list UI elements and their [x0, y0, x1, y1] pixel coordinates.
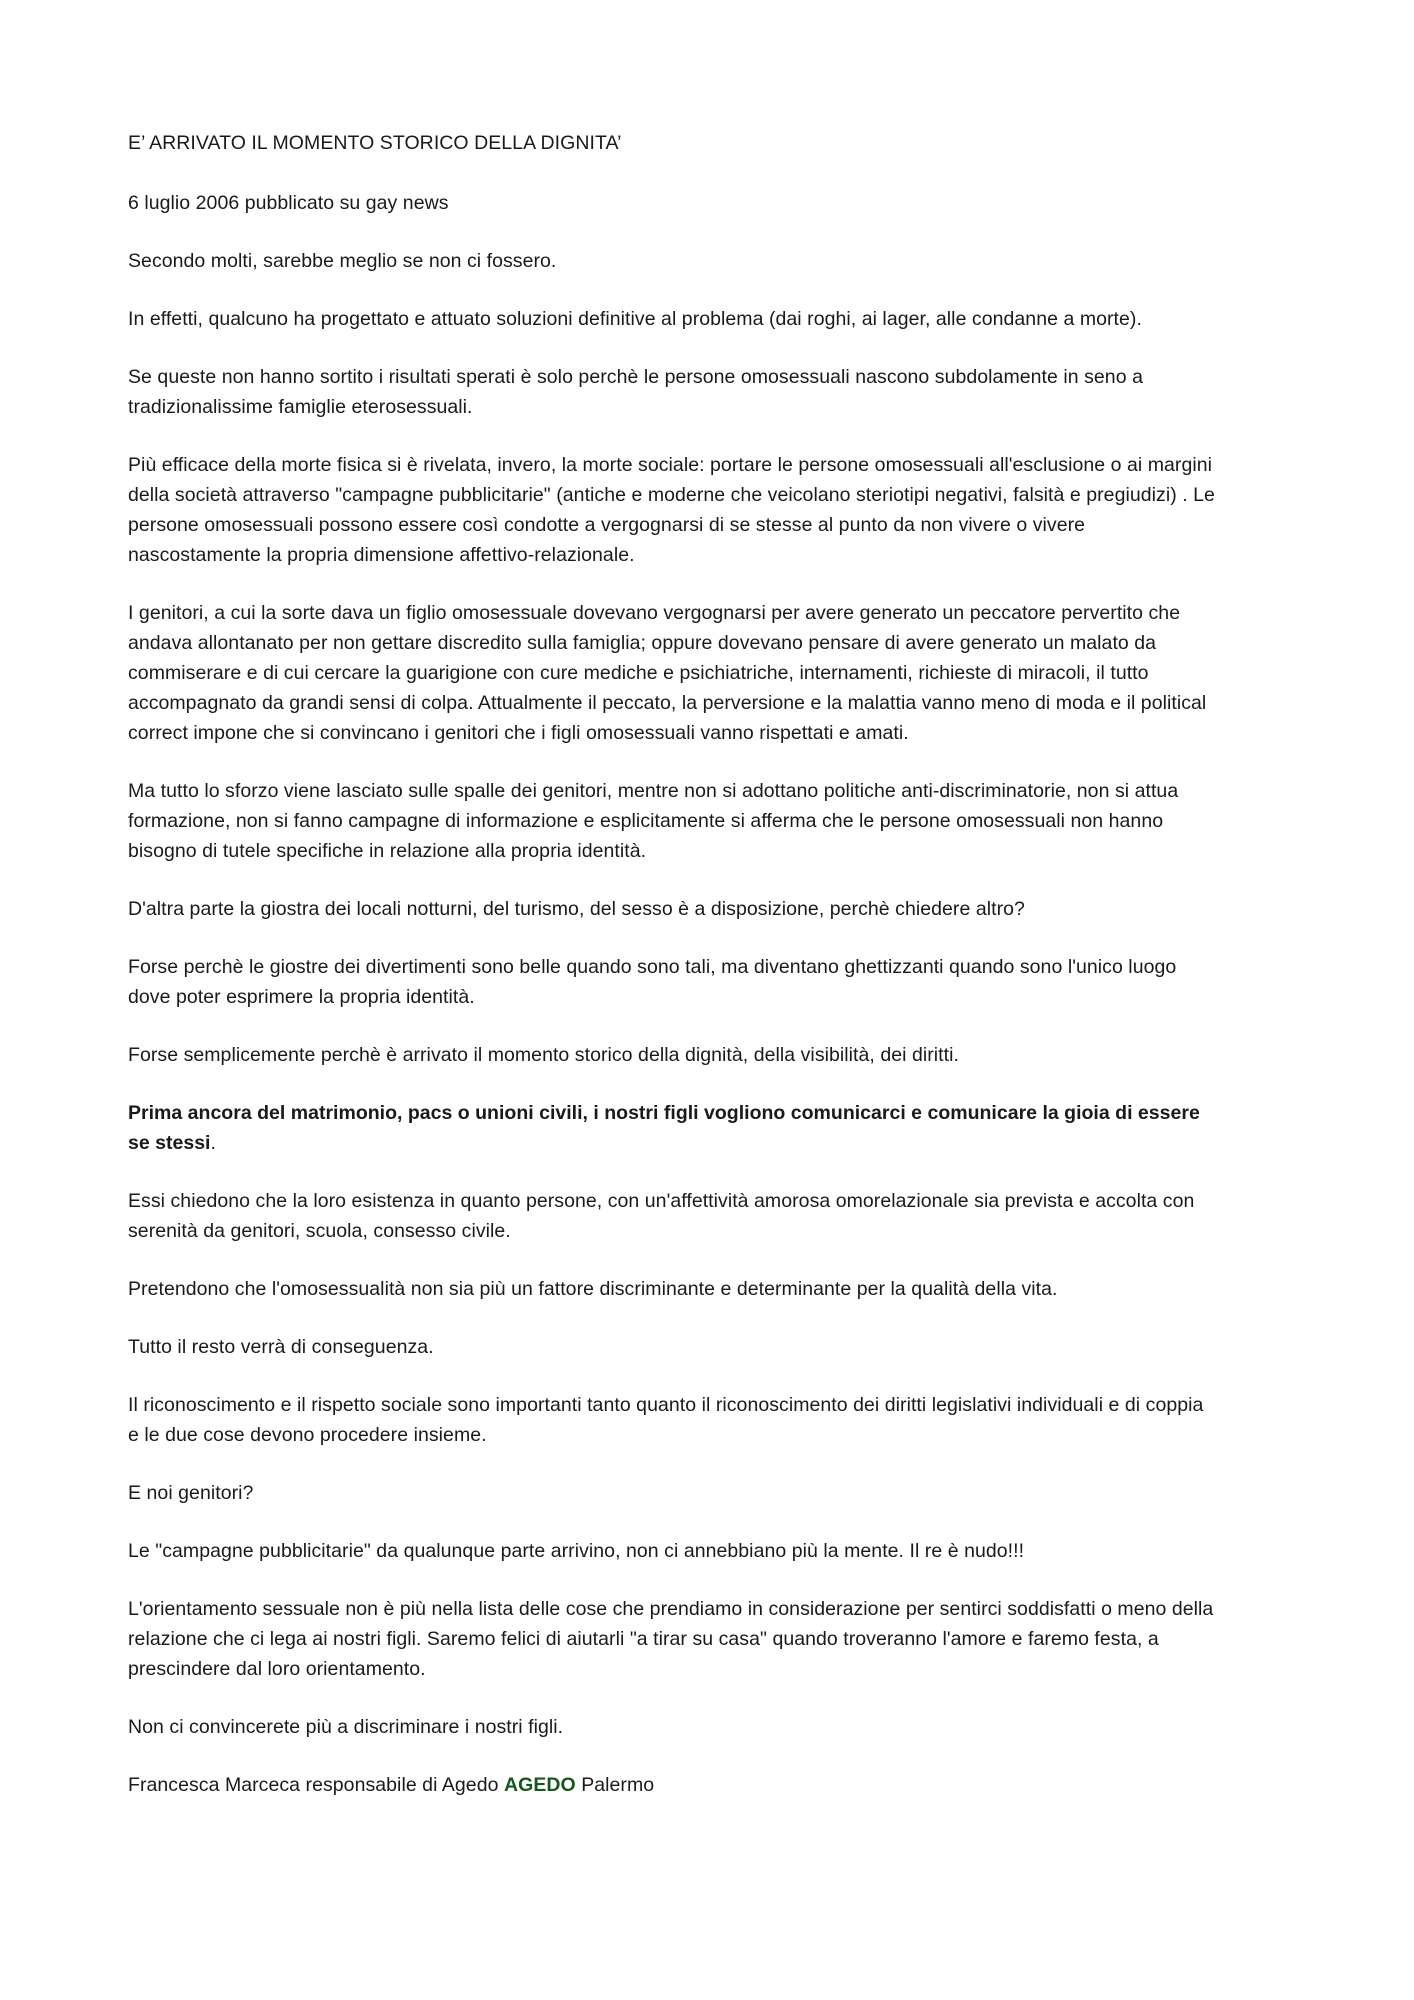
paragraph: Le "campagne pubblicitarie" da qualunque parte arrivino, non ci annebbiano più la mente. Il re è nudo!!!	[128, 1540, 1025, 1562]
highlighted-paragraph	[128, 1098, 1218, 1158]
paragraph: Più efficace della morte fisica si è rivelata, invero, la morte sociale: portare le persone omosessuali all'esclusione o ai margini della società attraverso "campagne pubblicitarie" (antiche e moderne che veicolano steriotipi negativi, falsità e pregiudizi) . Le persone omosessuali possono essere così condotte a vergognarsi di se stesse al punto da non vivere o vivere nascostamente la propria dimensione affettivo-relazionale.	[128, 454, 1215, 566]
paragraph: Ma tutto lo sforzo viene lasciato sulle spalle dei genitori, mentre non si adottano politiche anti-discriminatorie, non si attua formazione, non si fanno campagne di informazione e esplicitamente si afferma che le persone omosessuali non hanno bisogno di tutele specifiche in relazione alla propria identità.	[128, 780, 1179, 862]
organization-name: AGEDO	[503, 1774, 576, 1796]
paragraph: Essi chiedono che la loro esistenza in quanto persone, con un'affettività amorosa omorelazionale sia prevista e accolta con serenità da genitori, scuola, consesso civile.	[128, 1190, 1195, 1242]
paragraph: Forse perchè le giostre dei divertimenti sono belle quando sono tali, ma diventano ghettizzanti quando sono l'unico luogo dove poter esprimere la propria identità.	[128, 956, 1177, 1008]
paragraph: D'altra parte la giostra dei locali notturni, del turismo, del sesso è a disposizione, perchè chiedere altro?	[128, 898, 1025, 920]
document-title: E’ ARRIVATO IL MOMENTO STORICO DELLA DIGNITA’	[128, 132, 622, 154]
paragraph: Forse semplicemente perchè è arrivato il momento storico della dignità, della visibilità, dei diritti.	[128, 1044, 959, 1066]
signature-location: Palermo	[575, 1774, 655, 1796]
paragraph: Pretendono che l'omosessualità non sia più un fattore discriminante e determinante per la qualità della vita.	[128, 1278, 1058, 1300]
document-body	[128, 128, 1218, 1800]
paragraph: In effetti, qualcuno ha progettato e attuato soluzioni definitive al problema (dai roghi, ai lager, alle condanne a morte).	[128, 308, 1142, 330]
highlighted-paragraph-bold-text: Prima ancora del matrimonio, pacs o unioni civili, i nostri figli vogliono comunicarci e comunicare la gioia di essere se stessi	[128, 1102, 1200, 1154]
signature-line	[128, 1770, 1218, 1800]
paragraph: Il riconoscimento e il rispetto sociale sono importanti tanto quanto il riconoscimento dei diritti legislativi individuali e di coppia e le due cose devono procedere insieme.	[128, 1394, 1204, 1446]
document-dateline: 6 luglio 2006 pubblicato su gay news	[128, 192, 449, 214]
paragraph: L'orientamento sessuale non è più nella lista delle cose che prendiamo in considerazione per sentirci soddisfatti o meno della relazione che ci lega ai nostri figli. Saremo felici di aiutarli "a tirar su casa" quando troveranno l'amore e faremo festa, a prescindere dal loro orientamento.	[128, 1598, 1214, 1680]
paragraph: Non ci convincerete più a discriminare i nostri figli.	[128, 1716, 564, 1738]
paragraph: Secondo molti, sarebbe meglio se non ci fossero.	[128, 250, 557, 272]
paragraph: E noi genitori?	[128, 1482, 254, 1504]
signature-author: Francesca Marceca responsabile di Agedo	[128, 1774, 504, 1796]
paragraph: Se queste non hanno sortito i risultati sperati è solo perchè le persone omosessuali nascono subdolamente in seno a tradizionalissime famiglie eterosessuali.	[128, 366, 1143, 418]
paragraph: Tutto il resto verrà di conseguenza.	[128, 1336, 434, 1358]
paragraph: I genitori, a cui la sorte dava un figlio omosessuale dovevano vergognarsi per avere generato un peccatore pervertito che andava allontanato per non gettare discredito sulla famiglia; oppure dovevano pensare di avere generato un malato da commiserare e di cui cercare la guarigione con cure mediche e psichiatriche, internamenti, richieste di miracoli, il tutto accompagnato da grandi sensi di colpa. Attualmente il peccato, la perversione e la malattia vanno meno di moda e il political correct impone che si convincano i genitori che i figli omosessuali vanno rispettati e amati.	[128, 602, 1207, 744]
highlighted-paragraph-trailing-text: .	[210, 1132, 216, 1154]
